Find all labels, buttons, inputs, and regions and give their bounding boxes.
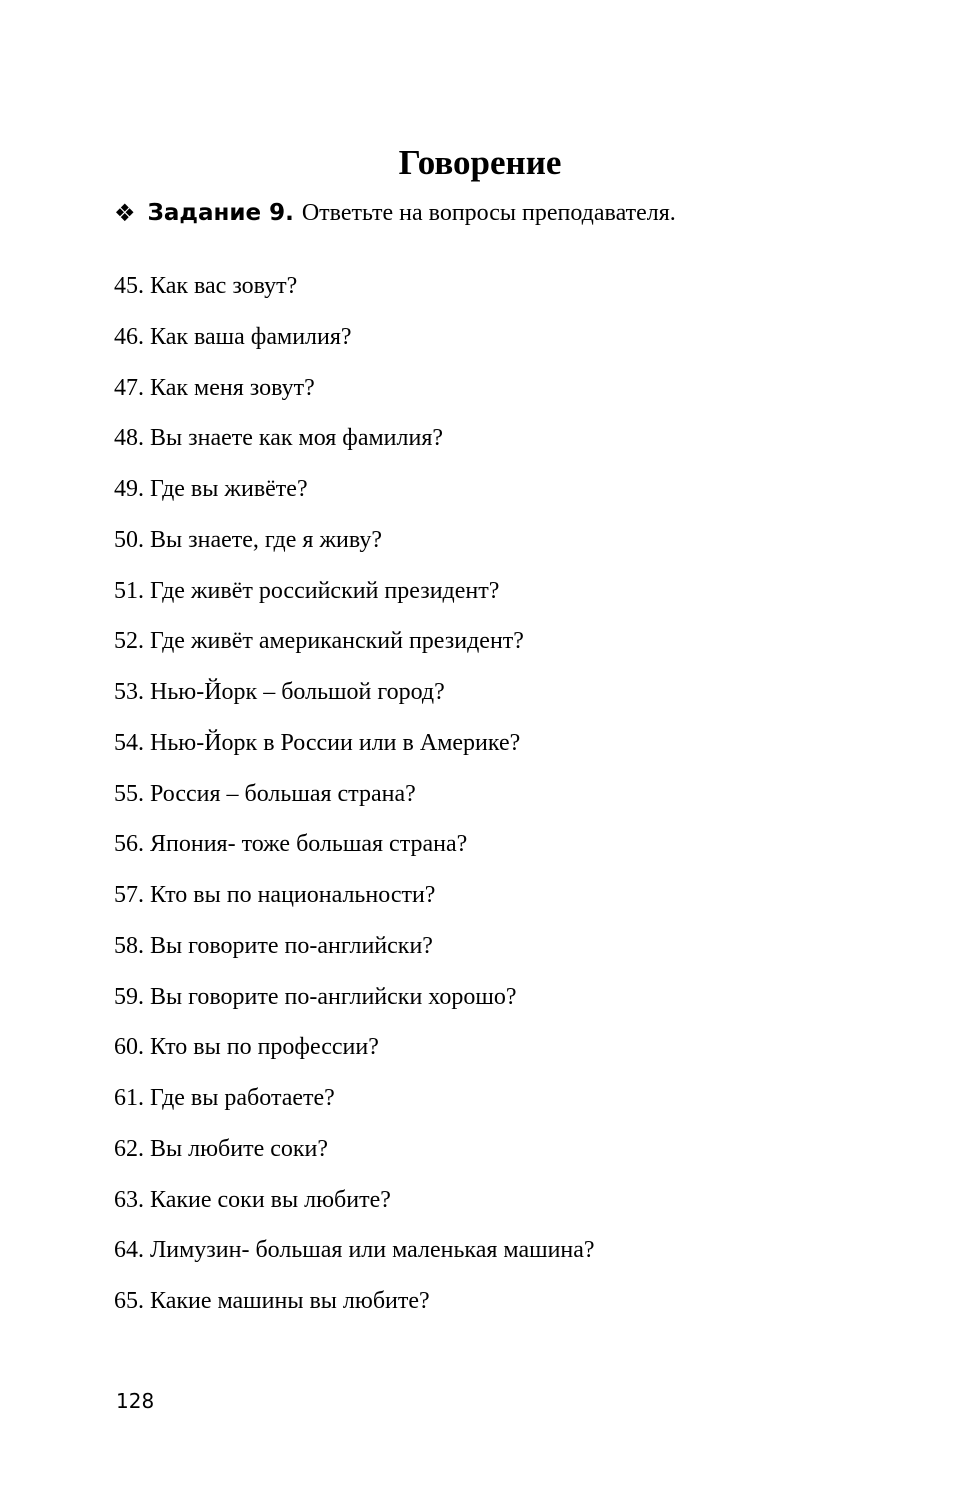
question-item: 64. Лимузин- большая или маленькая машина? — [114, 1237, 595, 1264]
question-item: 51. Где живёт российский президент? — [114, 577, 500, 604]
question-item: 59. Вы говорите по-английски хорошо? — [114, 983, 517, 1010]
task-instruction: Ответьте на вопросы преподавателя. — [301, 200, 676, 226]
question-item: 52. Где живёт американский президент? — [114, 628, 524, 655]
question-item: 61. Где вы работаете? — [114, 1085, 335, 1111]
task-heading — [114, 198, 676, 234]
question-item: 56. Япония- тоже большая страна? — [114, 831, 468, 858]
question-item: 48. Вы знаете как моя фамилия? — [114, 425, 444, 452]
question-item: 57. Кто вы по национальности? — [114, 882, 436, 908]
question-item: 62. Вы любите соки? — [114, 1135, 329, 1162]
question-item: 55. Россия – большая страна? — [114, 780, 416, 807]
question-item: 54. Нью-Йорк в России или в Америке? — [114, 729, 521, 756]
task-label: Задание 9. — [147, 200, 294, 226]
question-item: 46. Как ваша фамилия? — [114, 323, 352, 350]
page-title: Говорение — [398, 143, 562, 183]
page-number: 128 — [116, 1389, 155, 1413]
question-item: 63. Какие соки вы любите? — [114, 1186, 391, 1213]
question-item: 65. Какие машины вы любите? — [114, 1288, 430, 1314]
question-item: 49. Где вы живёте? — [114, 476, 308, 502]
question-item: 53. Нью-Йорк – большой город? — [114, 679, 445, 705]
question-list — [114, 266, 595, 1332]
question-item: 60. Кто вы по профессии? — [114, 1034, 379, 1061]
question-item: 50. Вы знаете, где я живу? — [114, 526, 383, 553]
question-item: 58. Вы говорите по-английски? — [114, 932, 433, 959]
question-item: 47. Как меня зовут? — [114, 374, 315, 401]
question-item: 45. Как вас зовут? — [114, 273, 298, 299]
diamond-bullet-icon: ❖ — [114, 199, 136, 227]
